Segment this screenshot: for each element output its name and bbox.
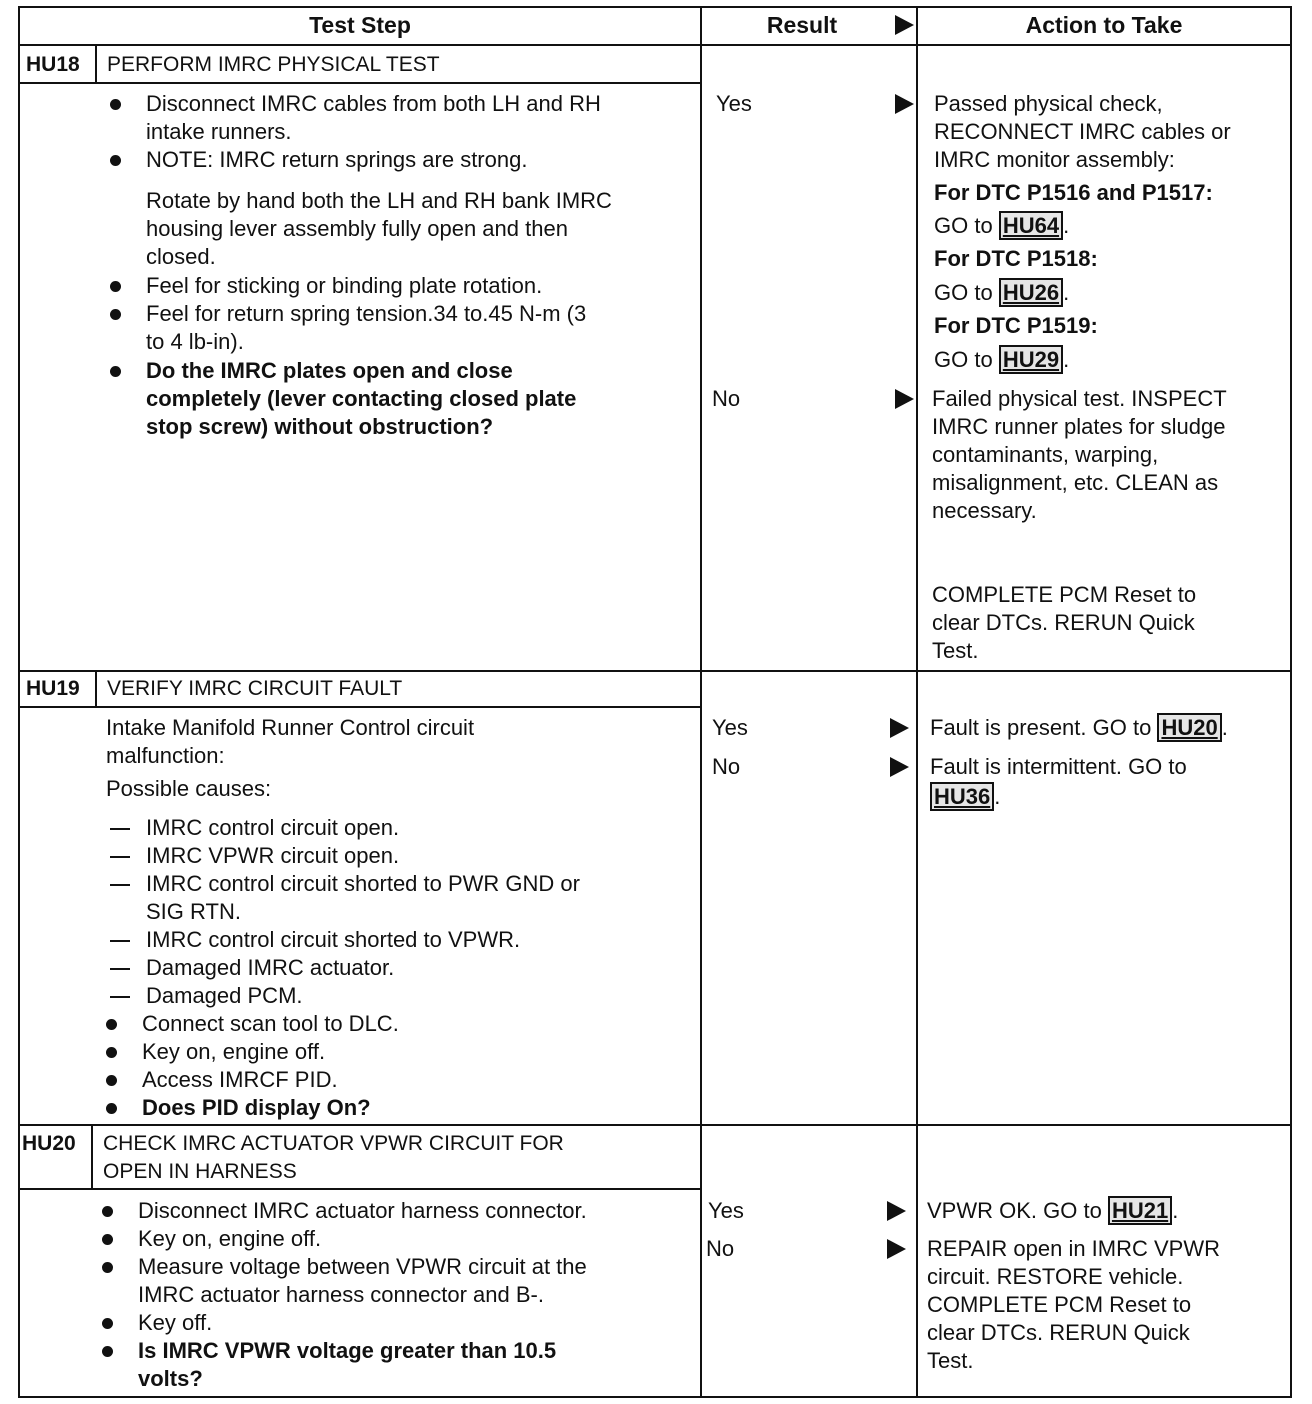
title-underline <box>18 1188 700 1190</box>
header-divider <box>18 44 1292 46</box>
bullet-icon <box>106 1019 117 1030</box>
step-question: stop screw) without obstruction? <box>146 414 494 439</box>
arrow-icon <box>895 94 914 114</box>
step-text: Disconnect IMRC cables from both LH and RH <box>146 91 601 116</box>
step-text: IMRC control circuit open. <box>146 815 400 840</box>
step-link-hu29[interactable]: HU29 <box>999 345 1063 374</box>
step-link-hu20[interactable]: HU20 <box>1157 713 1221 742</box>
step-question: Is IMRC VPWR voltage greater than 10.5 <box>138 1338 557 1363</box>
action-dtc-label: For DTC P1518: <box>934 246 1098 271</box>
action-text: clear DTCs. RERUN Quick <box>932 610 1195 635</box>
arrow-icon <box>890 718 909 738</box>
action-dtc-label: For DTC P1516 and P1517: <box>934 180 1213 205</box>
action-text: Test. <box>927 1348 974 1373</box>
step-divider <box>18 1124 1292 1126</box>
result-no: No <box>706 1236 735 1261</box>
action-text: COMPLETE PCM Reset to <box>927 1292 1192 1317</box>
arrow-icon <box>895 15 914 35</box>
step-text: IMRC actuator harness connector and B-. <box>138 1282 544 1307</box>
column-divider-action <box>916 6 918 1398</box>
bullet-icon <box>110 281 121 292</box>
step-code-hu19: HU19 <box>26 677 80 700</box>
bullet-icon <box>110 366 121 377</box>
header-test-step: Test Step <box>309 12 411 38</box>
code-divider <box>95 670 97 706</box>
step-link-hu64[interactable]: HU64 <box>999 211 1063 240</box>
arrow-icon <box>887 1201 906 1221</box>
bullet-icon <box>102 1234 113 1245</box>
step-question: completely (lever contacting closed plate <box>146 386 577 411</box>
step-text: Damaged PCM. <box>146 983 303 1008</box>
step-code-hu18: HU18 <box>26 53 80 76</box>
step-title-hu19: VERIFY IMRC CIRCUIT FAULT <box>107 677 403 700</box>
action-goto: GO to HU29 . <box>934 347 1070 372</box>
dash-icon <box>110 940 130 942</box>
action-goto: Fault is present. GO to HU20 . <box>930 715 1228 740</box>
step-title-hu20-line2: OPEN IN HARNESS <box>103 1160 297 1183</box>
step-text: IMRC control circuit shorted to PWR GND or <box>146 871 580 896</box>
step-question: Do the IMRC plates open and close <box>146 358 513 383</box>
step-divider <box>18 670 1292 672</box>
action-text: REPAIR open in IMRC VPWR <box>927 1236 1221 1261</box>
bullet-icon <box>102 1346 113 1357</box>
step-text: Measure voltage between VPWR circuit at the <box>138 1254 587 1279</box>
step-text: housing lever assembly fully open and then <box>146 216 568 241</box>
action-goto: GO to HU26 . <box>934 280 1070 305</box>
step-text: malfunction: <box>106 743 225 768</box>
step-title-hu20: CHECK IMRC ACTUATOR VPWR CIRCUIT FOR <box>103 1132 564 1155</box>
step-text: Key on, engine off. <box>138 1226 322 1251</box>
step-link-hu36[interactable]: HU36 <box>930 782 994 811</box>
action-text: circuit. RESTORE vehicle. <box>927 1264 1184 1289</box>
action-goto: GO to HU64 . <box>934 213 1070 238</box>
header-result: Result <box>766 12 838 38</box>
result-no: No <box>712 754 741 779</box>
step-text: Access IMRCF PID. <box>142 1067 338 1092</box>
action-dtc-label: For DTC P1519: <box>934 313 1098 338</box>
step-text: Key off. <box>138 1310 213 1335</box>
step-question: volts? <box>138 1366 203 1391</box>
bullet-icon <box>106 1075 117 1086</box>
step-text: Rotate by hand both the LH and RH bank IMRC <box>146 188 612 213</box>
step-text: Disconnect IMRC actuator harness connector. <box>138 1198 587 1223</box>
column-divider-result <box>700 6 702 1398</box>
result-no: No <box>712 386 741 411</box>
step-text: intake runners. <box>146 119 292 144</box>
step-text: Feel for sticking or binding plate rotation. <box>146 273 543 298</box>
bullet-icon <box>110 309 121 320</box>
step-link-hu21[interactable]: HU21 <box>1108 1196 1172 1225</box>
bullet-icon <box>102 1262 113 1273</box>
result-yes: Yes <box>712 715 748 740</box>
header-action: Action to Take <box>1025 12 1183 38</box>
step-text: to 4 lb-in). <box>146 329 244 354</box>
goto-text: Fault is present. GO to <box>930 715 1152 740</box>
step-text: NOTE: IMRC return springs are strong. <box>146 147 528 172</box>
action-text: necessary. <box>932 498 1037 523</box>
step-title-hu18: PERFORM IMRC PHYSICAL TEST <box>107 53 440 76</box>
dash-icon <box>110 856 130 858</box>
goto-text: GO to <box>934 280 993 305</box>
step-text: Feel for return spring tension.34 to.45 N-m (3 <box>146 301 587 326</box>
action-goto: HU36 . <box>930 783 1000 811</box>
action-text: Test. <box>932 638 979 663</box>
step-text: Intake Manifold Runner Control circuit <box>106 715 475 740</box>
step-text: Key on, engine off. <box>142 1039 326 1064</box>
bullet-icon <box>110 99 121 110</box>
step-question: Does PID display On? <box>142 1095 371 1120</box>
result-yes: Yes <box>708 1198 744 1223</box>
step-text: closed. <box>146 244 216 269</box>
step-text: Damaged IMRC actuator. <box>146 955 395 980</box>
step-text: Connect scan tool to DLC. <box>142 1011 399 1036</box>
goto-text: GO to <box>934 347 993 372</box>
step-link-hu26[interactable]: HU26 <box>999 278 1063 307</box>
step-text: IMRC VPWR circuit open. <box>146 843 400 868</box>
action-text: Passed physical check, <box>934 91 1163 116</box>
goto-text: VPWR OK. GO to <box>927 1198 1102 1223</box>
arrow-icon <box>890 757 909 777</box>
bullet-icon <box>102 1318 113 1329</box>
dash-icon <box>110 884 130 886</box>
title-underline <box>18 706 700 708</box>
step-text: SIG RTN. <box>146 899 241 924</box>
step-text: Possible causes: <box>106 776 272 801</box>
step-code-hu20: HU20 <box>22 1132 76 1155</box>
bullet-icon <box>106 1103 117 1114</box>
code-divider <box>95 44 97 82</box>
action-text: misalignment, etc. CLEAN as <box>932 470 1219 495</box>
code-divider <box>91 1124 93 1188</box>
goto-text: GO to <box>934 213 993 238</box>
step-text: IMRC control circuit shorted to VPWR. <box>146 927 521 952</box>
result-yes: Yes <box>716 91 752 116</box>
action-text: Failed physical test. INSPECT <box>932 386 1227 411</box>
bullet-icon <box>110 155 121 166</box>
action-goto: VPWR OK. GO to HU21 . <box>927 1198 1179 1223</box>
action-text: IMRC runner plates for sludge <box>932 414 1226 439</box>
action-text: RECONNECT IMRC cables or <box>934 119 1231 144</box>
action-text: contaminants, warping, <box>932 442 1159 467</box>
arrow-icon <box>895 389 914 409</box>
action-text: IMRC monitor assembly: <box>934 147 1175 172</box>
dash-icon <box>110 996 130 998</box>
title-underline <box>18 82 700 84</box>
action-text: clear DTCs. RERUN Quick <box>927 1320 1190 1345</box>
arrow-icon <box>887 1239 906 1259</box>
bullet-icon <box>106 1047 117 1058</box>
dash-icon <box>110 828 130 830</box>
action-text: COMPLETE PCM Reset to <box>932 582 1197 607</box>
bullet-icon <box>102 1206 113 1217</box>
action-text: Fault is intermittent. GO to <box>930 754 1187 779</box>
dash-icon <box>110 968 130 970</box>
